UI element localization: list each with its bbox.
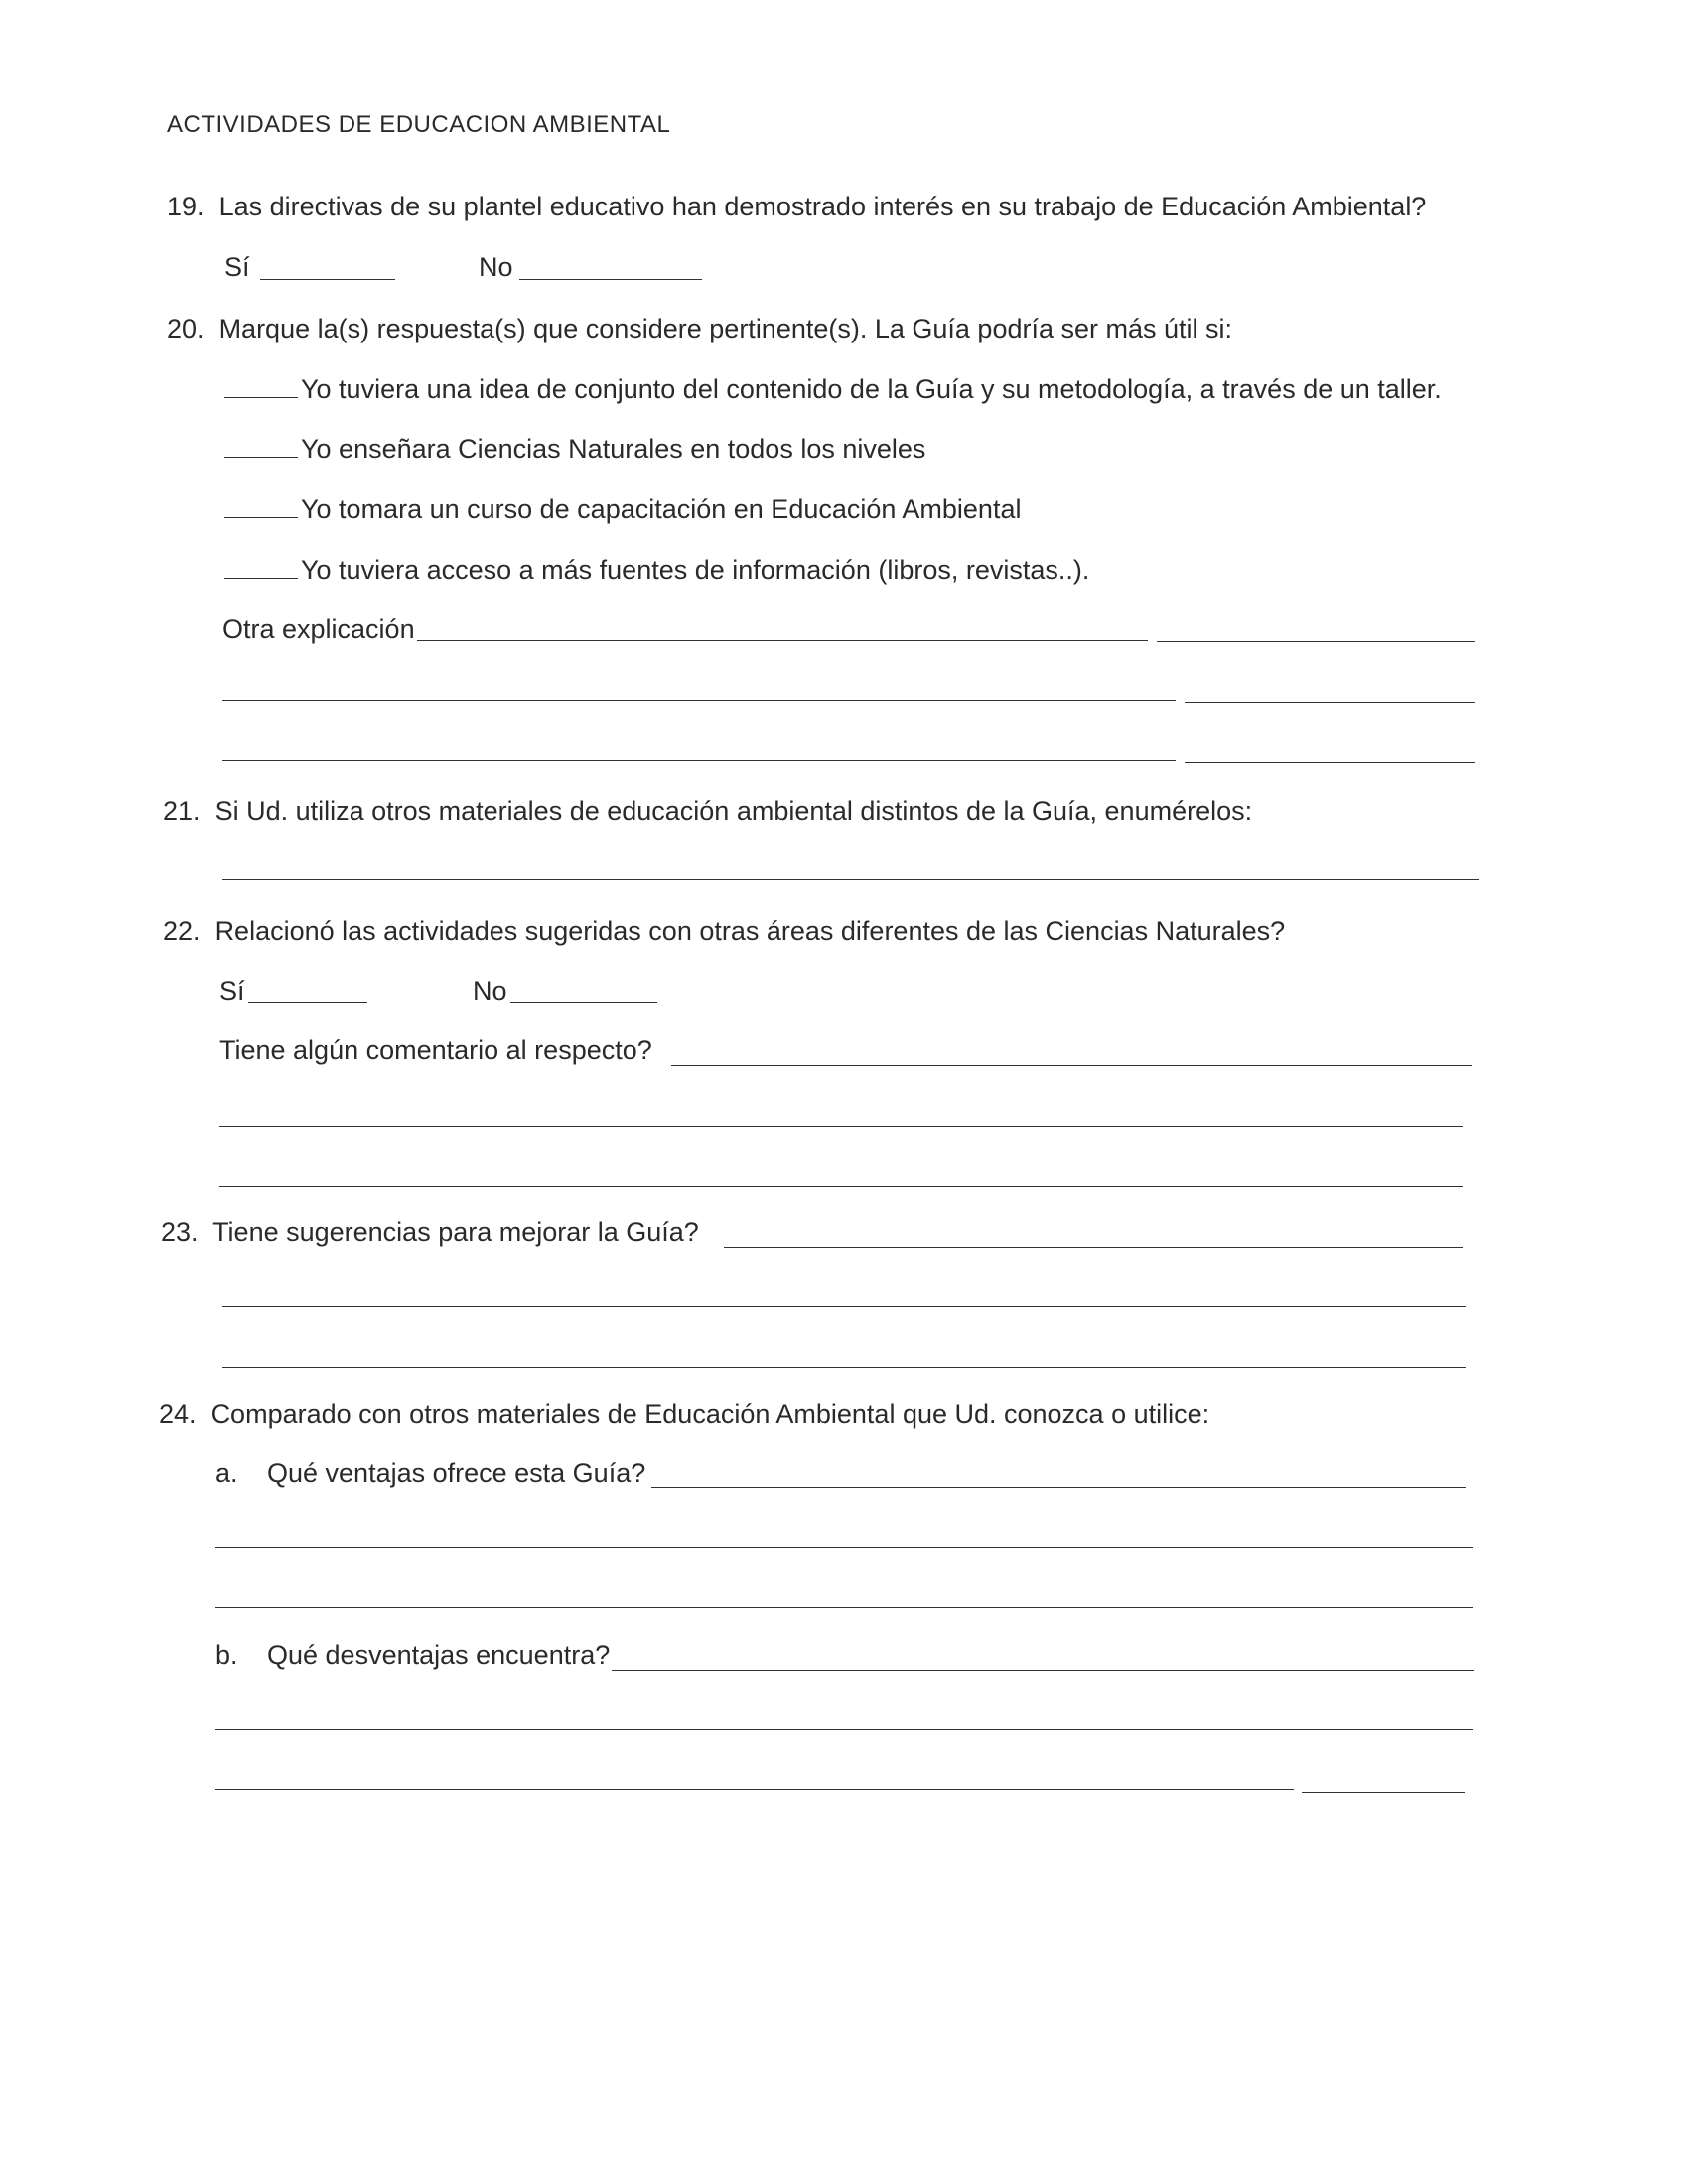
q23-answer-line-2[interactable]: [222, 1306, 1466, 1307]
q19-yes-blank[interactable]: [260, 279, 395, 280]
question-number: 19.: [167, 192, 205, 221]
q23-answer-line-1[interactable]: [724, 1247, 1463, 1248]
option-label: Yo tuviera acceso a más fuentes de información (libros, revistas..).: [301, 555, 1090, 585]
q22-comment-line-3[interactable]: [219, 1186, 1463, 1187]
question-21: [163, 794, 1252, 828]
question-number: 22.: [163, 916, 201, 946]
question-text: Si Ud. utiliza otros materiales de educación ambiental distintos de la Guía, enumérelos:: [214, 796, 1253, 826]
page-header: [167, 111, 670, 139]
question-20: [167, 312, 1232, 345]
q24b-answer-line-2[interactable]: [215, 1729, 1473, 1730]
question-text: Las directivas de su plantel educativo han demostrado interés en su trabajo de Educación Ambiental?: [218, 192, 1427, 221]
question-text: Comparado con otros materiales de Educación Ambiental que Ud. conozca o utilice:: [211, 1399, 1210, 1429]
q19-no-blank[interactable]: [519, 279, 702, 280]
q22-no-blank[interactable]: [510, 1002, 657, 1003]
part-label: b.: [215, 1640, 238, 1670]
q20-option-2: [224, 432, 925, 466]
option-label: Yo tomara un curso de capacitación en Educación Ambiental: [301, 494, 1022, 524]
q19-no-label: No: [479, 252, 513, 282]
question-number: 23.: [161, 1217, 199, 1247]
q22-comment-line-1[interactable]: [671, 1065, 1472, 1066]
option-label: Yo enseñara Ciencias Naturales en todos los niveles: [301, 434, 926, 464]
q20-other-line-3b[interactable]: [1185, 762, 1475, 763]
q20-option-3: [224, 492, 1021, 526]
q24b-answer-line-3a[interactable]: [215, 1789, 1294, 1790]
q24-part-a: [215, 1456, 645, 1490]
question-24: [159, 1397, 1209, 1431]
question-number: 24.: [159, 1399, 197, 1429]
q20-other-line-1b[interactable]: [1157, 641, 1475, 642]
question-text: Relacionó las actividades sugeridas con otras áreas diferentes de las Ciencias Naturales?: [214, 916, 1286, 946]
part-label: a.: [215, 1458, 238, 1488]
q22-comment-line-2[interactable]: [219, 1126, 1463, 1127]
q24a-answer-line-1[interactable]: [651, 1487, 1466, 1488]
checkbox-blank[interactable]: [224, 495, 298, 518]
question-19: [167, 190, 1426, 223]
checkbox-blank[interactable]: [224, 435, 298, 458]
q20-other-label: Otra explicación: [222, 614, 415, 644]
q23-answer-line-3[interactable]: [222, 1367, 1466, 1368]
q19-yes-label: Sí: [224, 252, 250, 282]
q20-other-line-2a[interactable]: [222, 700, 1176, 701]
checkbox-blank[interactable]: [224, 375, 298, 398]
q21-answer-line[interactable]: [222, 879, 1479, 880]
q24a-answer-line-3[interactable]: [215, 1607, 1473, 1608]
question-text: Tiene sugerencias para mejorar la Guía?: [212, 1217, 699, 1247]
question-23: [161, 1215, 699, 1249]
option-label: Yo tuviera una idea de conjunto del contenido de la Guía y su metodología, a través de un taller.: [301, 374, 1442, 404]
question-number: 21.: [163, 796, 201, 826]
question-22: [163, 914, 1285, 948]
q20-option-4: [224, 553, 1089, 587]
q22-comment-label: Tiene algún comentario al respecto?: [219, 1035, 652, 1065]
q22-yes-blank[interactable]: [248, 1002, 367, 1003]
q20-other-line-3a[interactable]: [222, 760, 1176, 761]
q22-yes-label: Sí: [219, 976, 245, 1006]
checkbox-blank[interactable]: [224, 556, 298, 579]
q20-other-line-1a[interactable]: [417, 640, 1148, 641]
q20-option-1: [224, 372, 1442, 406]
part-text: Qué desventajas encuentra?: [267, 1640, 611, 1670]
page-header-title: ACTIVIDADES DE EDUCACION AMBIENTAL: [167, 111, 671, 138]
part-text: Qué ventajas ofrece esta Guía?: [267, 1458, 646, 1488]
q24b-answer-line-3b[interactable]: [1302, 1792, 1465, 1793]
question-text: Marque la(s) respuesta(s) que considere pertinente(s). La Guía podría ser más útil si:: [218, 314, 1233, 343]
q24-part-b: [215, 1638, 610, 1672]
q22-no-label: No: [473, 976, 507, 1006]
q24b-answer-line-1[interactable]: [612, 1670, 1474, 1671]
q24a-answer-line-2[interactable]: [215, 1547, 1473, 1548]
q20-other-line-2b[interactable]: [1185, 702, 1475, 703]
question-number: 20.: [167, 314, 205, 343]
